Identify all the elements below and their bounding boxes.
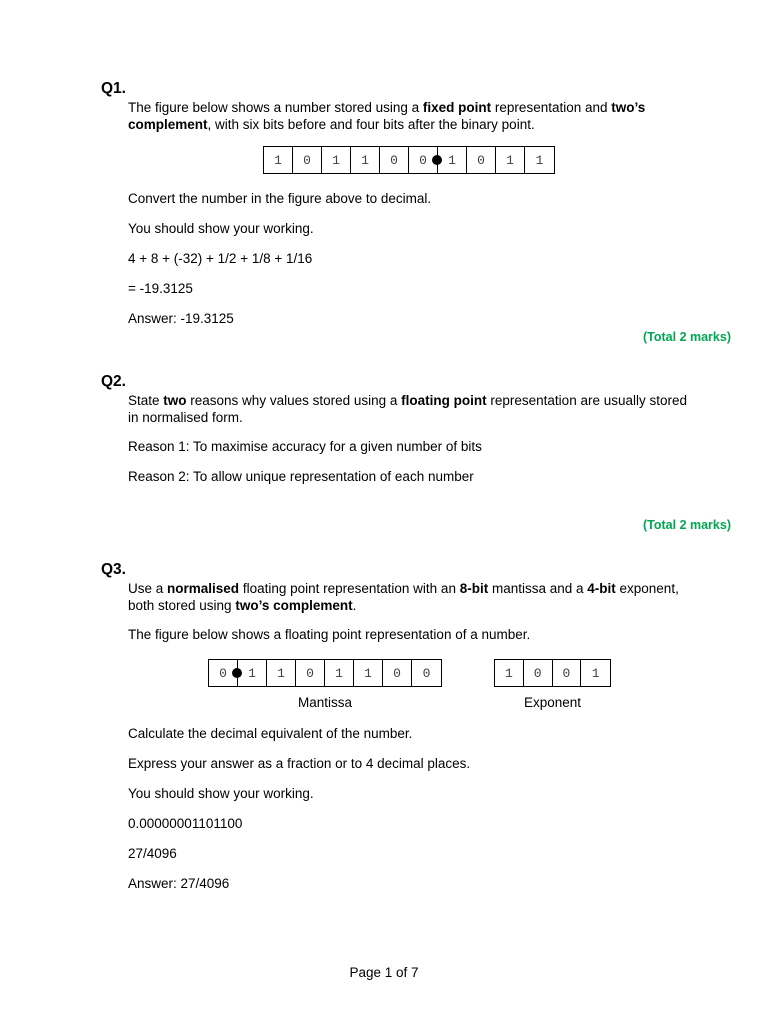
q3-intro: Use a normalised floating point representation with an 8-bit mantissa and a 4-bit exponent, both stored using two’s complement.: [128, 581, 679, 613]
q2-reason-1: Reason 1: To maximise accuracy for a given number of bits: [128, 439, 482, 454]
bit-cell: 0: [296, 660, 325, 686]
q2-reason-2: Reason 2: To allow unique representation of each number: [128, 469, 474, 484]
exponent-label: Exponent: [523, 695, 582, 710]
bit-cell: 1: [322, 147, 351, 173]
q3-answer: Answer: 27/4096: [128, 876, 230, 891]
q3-prompt: Calculate the decimal equivalent of the number.: [128, 726, 413, 741]
q1-working-line: 4 + 8 + (-32) + 1/2 + 1/8 + 1/16: [128, 251, 313, 266]
bit-cell: 1: [238, 660, 267, 686]
q3-figure-text: The figure below shows a floating point representation of a number.: [128, 627, 531, 642]
bit-cell: 1: [591, 665, 600, 681]
q3-heading: Q3.: [101, 561, 126, 578]
bit-cell: 0: [467, 147, 496, 173]
q3-exponent-bits: [494, 659, 611, 687]
q2-heading: Q2.: [101, 373, 126, 390]
binary-point-icon: [232, 668, 242, 678]
bit-cell: 1: [495, 660, 524, 686]
mantissa-label: Mantissa: [297, 695, 353, 710]
bit-cell: 0: [553, 660, 582, 686]
q3-format-note: Express your answer as a fraction or to 4 decimal places.: [128, 756, 471, 771]
q1-prompt: Convert the number in the figure above to decimal.: [128, 191, 432, 206]
q1-heading: Q1.: [101, 80, 126, 97]
bit-cell: 0: [524, 660, 553, 686]
q3-working-line: 27/4096: [128, 846, 177, 861]
q2-total-marks: (Total 2 marks): [643, 518, 731, 532]
q2-intro: State two reasons why values stored using a floating point representation are usually stored in normalised form.: [128, 393, 688, 425]
bit-cell: 0: [409, 147, 438, 173]
bit-cell: 0: [380, 147, 409, 173]
q3-working-note: You should show your working.: [128, 786, 314, 801]
bit-cell: 1: [496, 147, 525, 173]
q3-working-line: 0.00000001101100: [128, 816, 243, 831]
bit-cell: 1: [264, 147, 293, 173]
bit-cell: 1: [535, 152, 544, 168]
q1-fixed-point-bits: [263, 146, 555, 174]
bit-cell: 0: [293, 147, 322, 173]
q1-working-note: You should show your working.: [128, 221, 314, 236]
bit-cell: 0: [383, 660, 412, 686]
bit-cell: 1: [354, 660, 383, 686]
q1-total-marks: (Total 2 marks): [643, 330, 731, 344]
page-number: Page 1 of 7: [349, 965, 419, 980]
bit-cell: 1: [351, 147, 380, 173]
bit-cell: 0: [422, 665, 431, 681]
bit-cell: 1: [438, 147, 467, 173]
bit-cell: 0: [209, 660, 238, 686]
q3-mantissa-bits: [208, 659, 442, 687]
q1-answer: Answer: -19.3125: [128, 311, 234, 326]
bit-cell: 1: [325, 660, 354, 686]
q1-working-line: = -19.3125: [128, 281, 193, 296]
bit-cell: 1: [267, 660, 296, 686]
q1-intro: The figure below shows a number stored using a fixed point representation and two’s complement, with six bits before and four bits after the binary point.: [128, 100, 646, 132]
binary-point-icon: [432, 155, 442, 165]
